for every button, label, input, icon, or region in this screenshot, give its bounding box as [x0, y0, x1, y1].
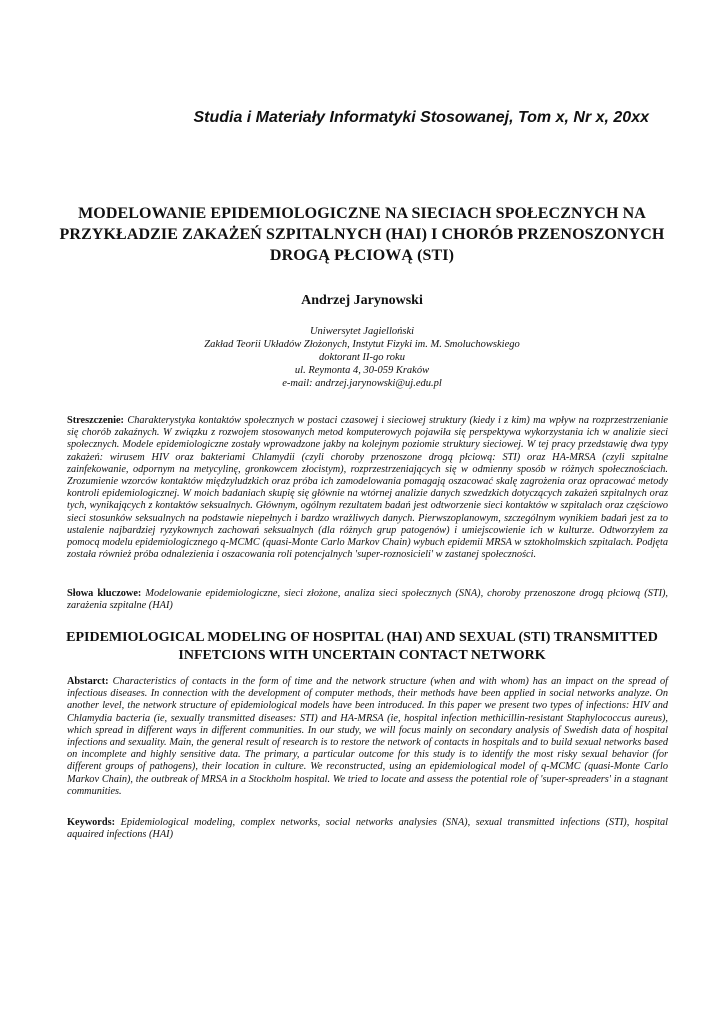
affiliation-university: Uniwersytet Jagielloński [309, 326, 415, 337]
english-title: EPIDEMIOLOGICAL MODELING OF HOSPITAL (HAI) AND SEXUAL (STI) TRANSMITTED INFETCIONS WITH UNCERTAIN CONTACT NETWORK [66, 630, 658, 663]
author-name: Andrzej Jarynowski [301, 293, 423, 308]
english-keywords [67, 817, 668, 841]
polish-keywords-label: Słowa kluczowe: [67, 588, 142, 599]
affiliation-email[interactable]: e-mail: andrzej.jarynowski@uj.edu.pl [282, 378, 442, 389]
paper-title: MODELOWANIE EPIDEMIOLOGICZNE NA SIECIACH SPOŁECZNYCH NA PRZYKŁADZIE ZAKAŻEŃ SZPITALNYCH (HAI) I CHORÓB PRZENOSZONYCH DROGĄ PŁCIOWĄ (STI) [59, 205, 665, 264]
polish-abstract-text: Charakterystyka kontaktów społecznych w postaci czasowej i sieciowej struktury (kiedy i z kim) ma wpływ na rozprzestrzenianie się chorób zakaźnych. W związku z rozwojem stosowanych metod komputerowych pojawiła się perspektywa wykorzystania ich w analizie sieci społecznych. Modele epidemiologiczne zostały wprowadzone jakby na kolejnym poziomie struktury sieciowej. W tej pracy przedstawię dwa typy zakażeń: wirusem HIV oraz bakteriami Chlamydii (czyli choroby przenoszone drogą płciową: STI) oraz HA-MRSA (czyli szpitalne zainfekowanie, odpornym na metycylinę, gronkowcem złocistym), rozprzestrzeniających się w odmienny sposób w różnych społecznościach. Zrozumienie wzorców kontaktów międzyludzkich oraz próba ich zamodelowania pomagają oszacować skalę zagrożenia oraz opracować metody kontroli epidemiologicznej. W moich badaniach skupię się głównie na wtórnej analizie danych szwedzkich dotyczących zakażeń szpitalnych oraz tych, wynikających z kontaktów seksualnych. Głównym, ogólnym rezultatem badań jest odtworzenie sieci kontaktów w szpitalach oraz częściowo sieci stosunków seksualnych na podstawie niepełnych i bardzo wrażliwych danych. Pierwszoplanowym, szczególnym wynikiem badań jest za to ustalenie najbardziej ryzykownych zachowań seksualnych (dla różnych grup patogenów) i umiejscowienie ich w kulturze. Odtworzyłem za pomocą modelu epidemiologicznego q-MCMC (quasi-Monte Carlo Markov Chain) wybuch epidemii MRSA w sztokholmskich szpitalach. Podjęta została również próba odnalezienia i oszacowania roli potencjalnych 'super-roznosicieli' w zastanej społeczności. [67, 415, 668, 561]
author-affiliation [0, 325, 724, 390]
affiliation-department: Zakład Teorii Układów Złożonych, Instytut Fizyki im. M. Smoluchowskiego [204, 339, 520, 350]
polish-keywords-text: Modelowanie epidemiologiczne, sieci złożone, analiza sieci społecznych (SNA), choroby przenoszone drogą płciową (STI), zarażenia szpitalne (HAI) [67, 588, 669, 612]
polish-keywords [67, 588, 668, 612]
affiliation-position: doktorant II-go roku [319, 352, 405, 363]
affiliation-address: ul. Reymonta 4, 30-059 Kraków [294, 365, 430, 376]
english-keywords-text: Epidemiological modeling, complex networks, social networks analysies (SNA), sexual transmitted infections (STI), hospital aquaired infections (HAI) [67, 817, 669, 841]
polish-abstract [67, 415, 668, 561]
english-abstract-text: Characteristics of contacts in the form of time and the network structure (when and with whom) has an impact on the spread of infectious diseases. In connection with the development of computer methods, their methods have been applied in social networks analyze. On another level, the network structure of epidemiological models have been introduced. In this paper we present two types of infections: HIV and Chlamydia bacteria (ie, sexually transmitted diseases: STI) and HA-MRSA (ie, hospital infection methicillin-resistant Staphylococcus aureus), which spread in different ways in different communities. In our study, we will focus mainly on secondary analysis of Swedish data of hospital infections and sexuality. Main, the general result of research is to restore the network of contacts in hospitals and to build sexual networks based on incomplete and highly sensitive data. The primary, a particular outcome for this study is to identify the most risky sexual behavior (for different groups of pathogens), their location in culture. We reconstructed, using an epidemiological model of q-MCMC (quasi-Monte Carlo Markov Chain), the outbreak of MRSA in a Stockholm hospital. We tried to locate and assess the potential role of 'super-spreaders' in a stagnant communities. [67, 676, 668, 797]
english-keywords-label: Keywords: [67, 817, 116, 828]
journal-header: Studia i Materiały Informatyki Stosowanej, Tom x, Nr x, 20xx [193, 109, 649, 126]
english-abstract-label: Abstarct: [67, 676, 109, 687]
english-abstract [67, 676, 668, 798]
polish-abstract-label: Streszczenie: [67, 415, 124, 426]
